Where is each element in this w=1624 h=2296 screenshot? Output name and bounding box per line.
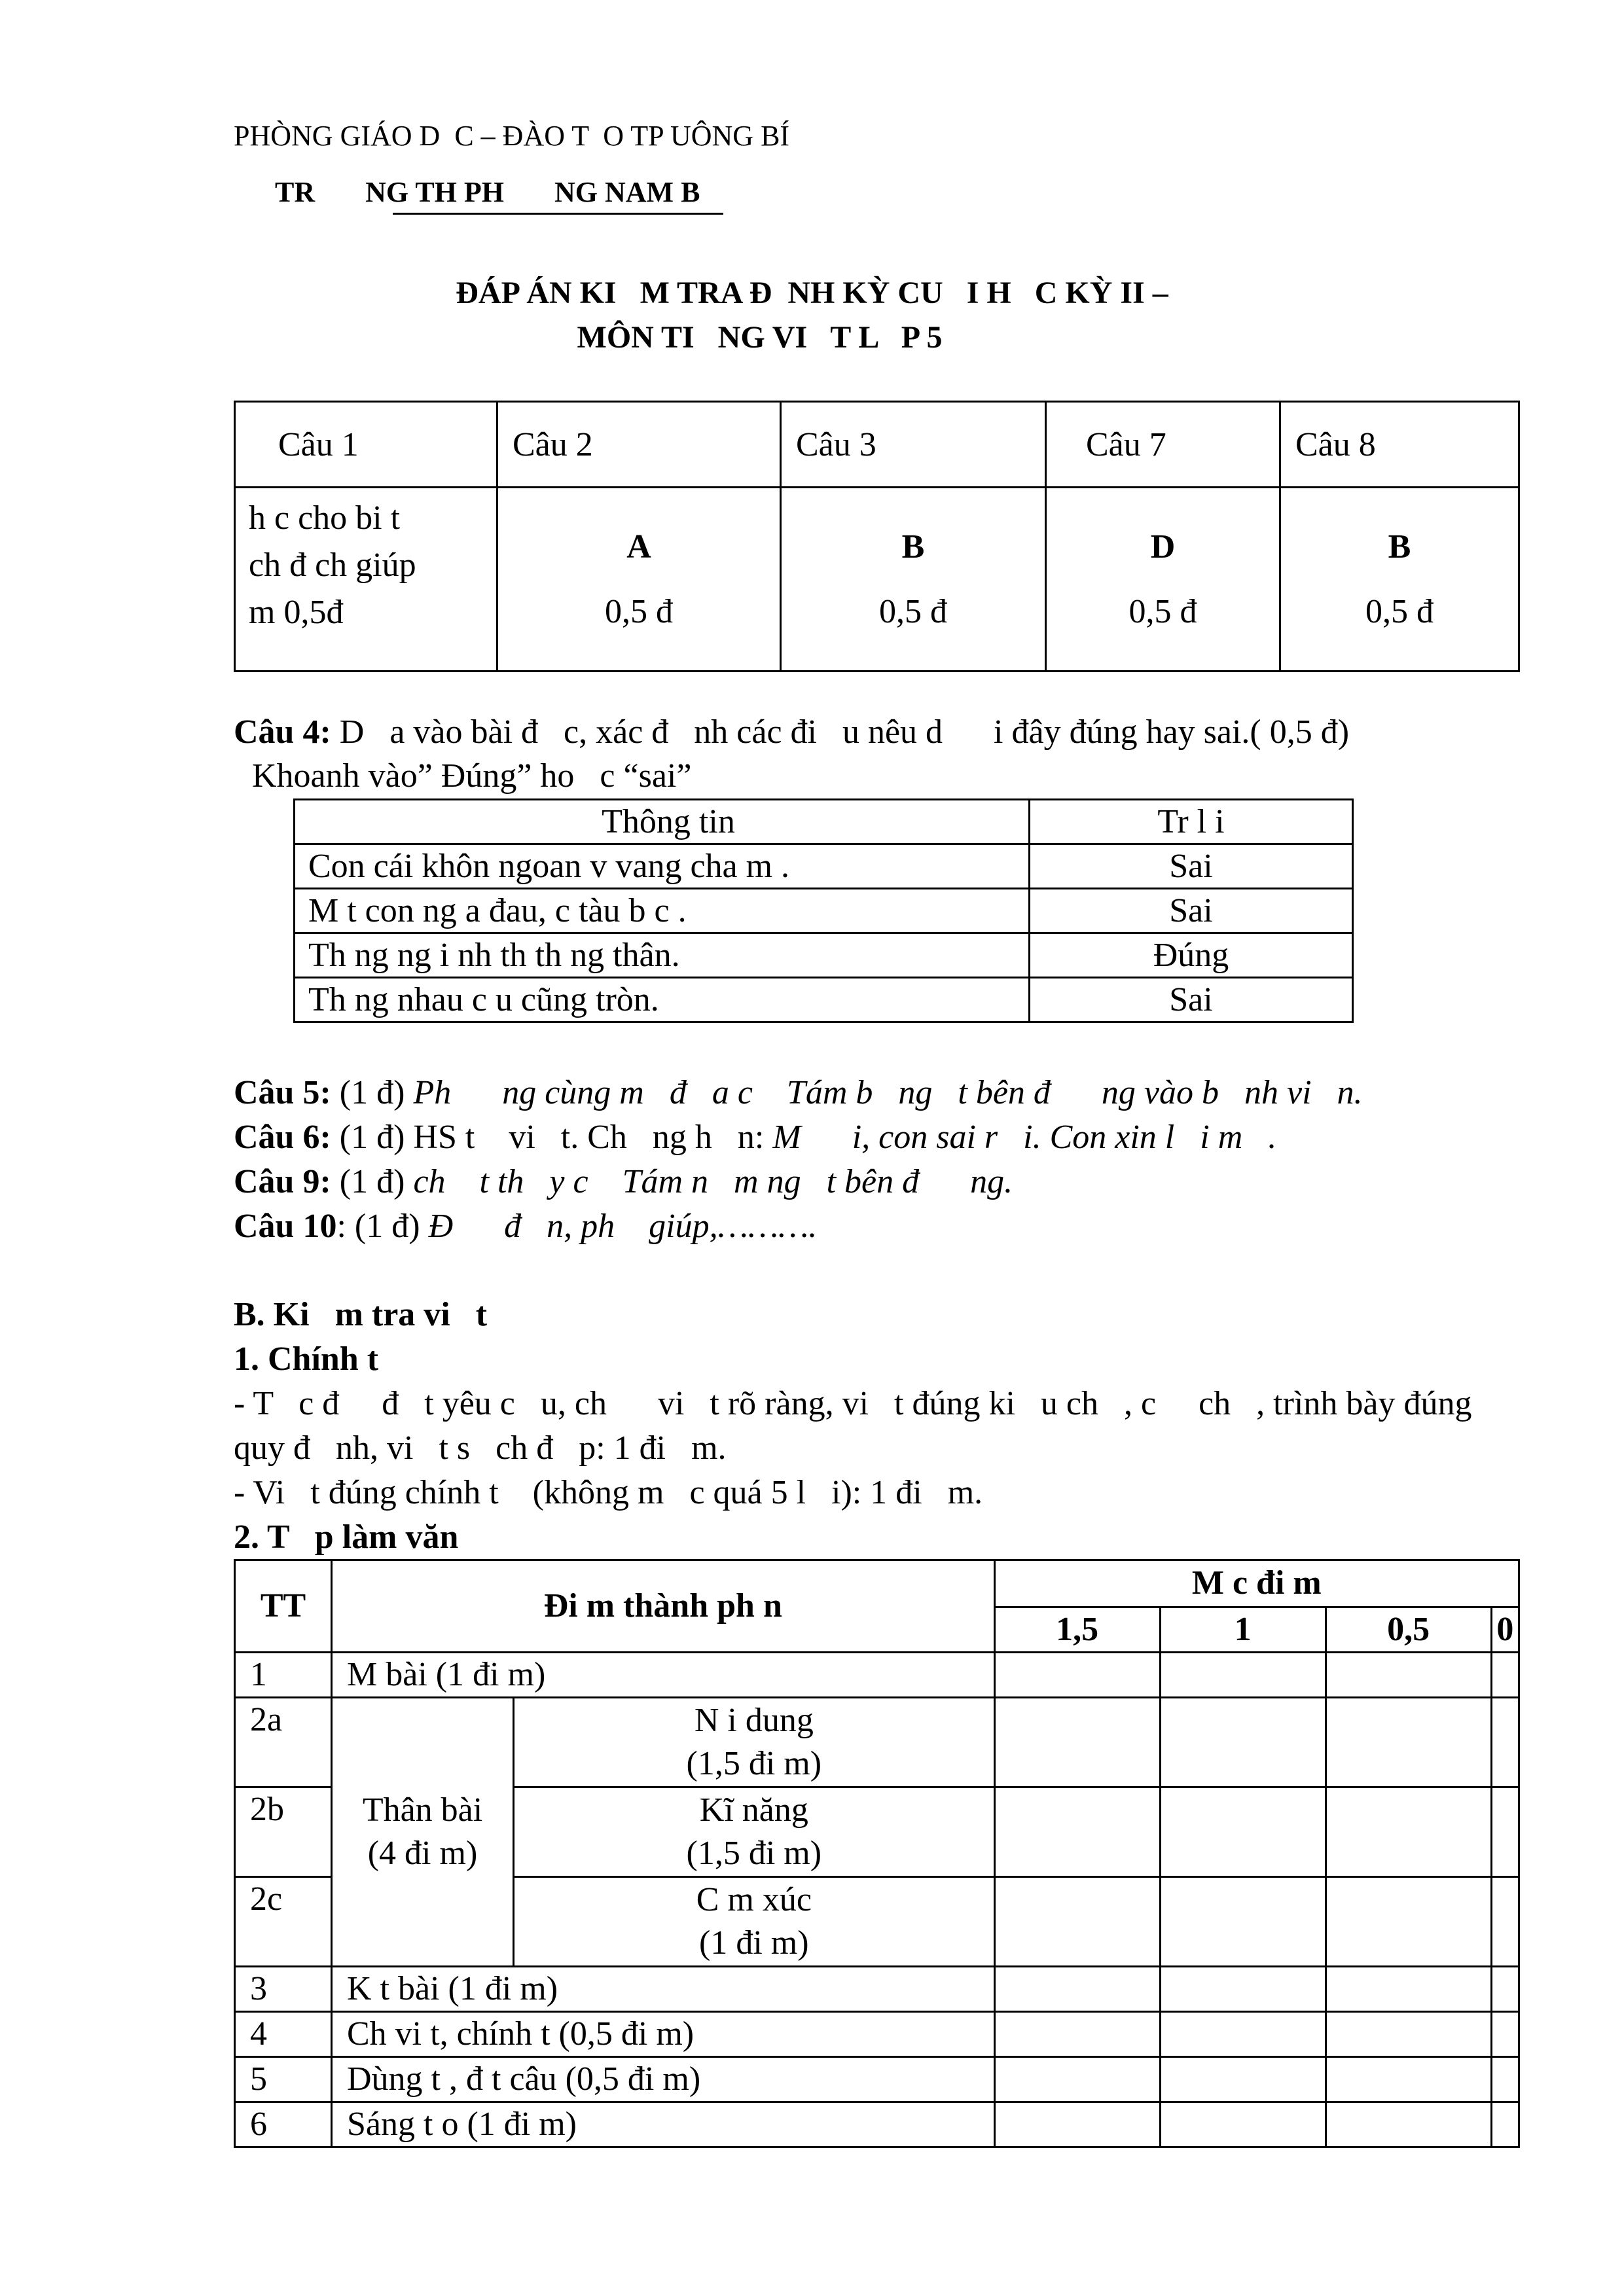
statement-cell: Th ng nhau c u cũng tròn. bbox=[295, 978, 1030, 1022]
score-cell bbox=[1326, 1967, 1491, 2012]
title-line-1: ĐÁP ÁN KI M TRA Đ NH KỲ CU I H C KỲ II – bbox=[456, 276, 1168, 310]
tt-cell: 3 bbox=[235, 1967, 332, 2012]
tt-cell: 2c bbox=[235, 1877, 332, 1967]
answer-letter: B bbox=[901, 528, 925, 565]
section-b-line: - T c đ đ t yêu c u, ch vi t rõ ràng, vi t đúng ki u ch , c ch , trình bày đúng bbox=[234, 1385, 1472, 1422]
score-cell bbox=[1491, 1653, 1519, 1698]
title-line-2: MÔN TI NG VI T L P 5 bbox=[577, 320, 943, 355]
level-cell: 1 bbox=[1160, 1607, 1326, 1653]
level-cell: 1,5 bbox=[994, 1607, 1160, 1653]
score-cell bbox=[994, 1698, 1160, 1787]
question-5 bbox=[234, 1071, 1363, 1115]
question-label: Câu 4: bbox=[234, 713, 331, 751]
verdict-cell: Sai bbox=[1030, 844, 1353, 889]
tt-cell: 4 bbox=[235, 2012, 332, 2057]
score-cell bbox=[1160, 2102, 1326, 2147]
score-cell bbox=[1491, 2012, 1519, 2057]
answer-prefix: (1 đ) HS t vi t. Ch ng h n: bbox=[331, 1119, 773, 1156]
answer-cell bbox=[1046, 488, 1280, 672]
table-row bbox=[235, 1967, 1519, 2012]
score-cell bbox=[1491, 2102, 1519, 2147]
score-cell bbox=[1160, 1653, 1326, 1698]
score-cell bbox=[1326, 1787, 1491, 1877]
statement-cell: M t con ng a đau, c tàu b c . bbox=[295, 889, 1030, 933]
header-tt: TT bbox=[235, 1560, 332, 1653]
sub-part-cell bbox=[514, 1787, 995, 1877]
answer-cell-1 bbox=[235, 488, 497, 672]
school-name: TR NG TH PH NG NAM B bbox=[275, 176, 700, 208]
answer-letter: B bbox=[1388, 528, 1411, 565]
part-cell: M bài (1 đi m) bbox=[332, 1653, 995, 1698]
table-row bbox=[235, 2102, 1519, 2147]
sub-part-name: C m xúc bbox=[696, 1881, 812, 1918]
answer-prefix: (1 đ) bbox=[331, 1074, 414, 1111]
answer-cell bbox=[497, 488, 781, 672]
part-cell: Ch vi t, chính t (0,5 đi m) bbox=[332, 2012, 995, 2057]
table-row bbox=[295, 889, 1353, 933]
tt-cell: 2b bbox=[235, 1787, 332, 1877]
answer-cell bbox=[781, 488, 1046, 672]
part-cell: Sáng t o (1 đi m) bbox=[332, 2102, 995, 2147]
table-row bbox=[235, 1653, 1519, 1698]
sub-part-score: (1,5 đi m) bbox=[686, 1745, 822, 1782]
section-b-sub-1: 1. Chính t bbox=[234, 1340, 379, 1378]
section-b-sub-2: 2. T p làm văn bbox=[234, 1518, 459, 1556]
header-cell: Câu 3 bbox=[781, 402, 1046, 488]
answer-score: 0,5 đ bbox=[879, 593, 947, 630]
score-cell bbox=[994, 2057, 1160, 2102]
answer-prefix: : (1 đ) bbox=[336, 1208, 429, 1245]
sub-part-cell bbox=[514, 1698, 995, 1787]
sub-part-cell bbox=[514, 1877, 995, 1967]
tt-cell: 6 bbox=[235, 2102, 332, 2147]
answer-cell bbox=[1280, 488, 1519, 672]
table-header-row bbox=[235, 1560, 1519, 1607]
score-cell bbox=[1160, 1877, 1326, 1967]
question-text: D a vào bài đ c, xác đ nh các đi u nêu d i đây đúng hay sai.( 0,5 đ) bbox=[331, 713, 1350, 751]
score-cell bbox=[1160, 2057, 1326, 2102]
cell-line: h c cho bi t bbox=[249, 499, 401, 537]
table-row bbox=[235, 2057, 1519, 2102]
answer-letter: D bbox=[1150, 528, 1176, 565]
score-cell bbox=[994, 1967, 1160, 2012]
answer-score: 0,5 đ bbox=[1128, 593, 1197, 630]
header-cell: Câu 8 bbox=[1280, 402, 1519, 488]
table-row bbox=[235, 2012, 1519, 2057]
table-row bbox=[235, 1698, 1519, 1787]
tt-cell: 2a bbox=[235, 1698, 332, 1787]
score-cell bbox=[994, 1787, 1160, 1877]
question-label: Câu 10 bbox=[234, 1208, 337, 1245]
body-label: Thân bài bbox=[362, 1791, 483, 1829]
section-b-line: - Vi t đúng chính t (không m c quá 5 l i): 1 đi m. bbox=[234, 1474, 983, 1511]
question-label: Câu 5: bbox=[234, 1074, 331, 1111]
score-cell bbox=[1160, 1698, 1326, 1787]
score-cell bbox=[994, 1653, 1160, 1698]
statement-cell: Con cái khôn ngoan v vang cha m . bbox=[295, 844, 1030, 889]
table-header-row bbox=[235, 402, 1519, 488]
answer-letter: A bbox=[626, 528, 651, 565]
tt-cell: 5 bbox=[235, 2057, 332, 2102]
question-4-instruction: Khoanh vào” Đúng” ho c “sai” bbox=[252, 757, 692, 795]
answer-text: Ph ng cùng m đ a c Tám b ng t bên đ ng vào b nh vi n. bbox=[413, 1074, 1363, 1111]
verdict-cell: Đúng bbox=[1030, 933, 1353, 978]
score-cell bbox=[994, 1877, 1160, 1967]
department-name: PHÒNG GIÁO D C – ĐÀO T O TP UÔNG BÍ bbox=[234, 120, 790, 152]
scoring-table bbox=[234, 1559, 1520, 2148]
score-cell bbox=[1491, 1787, 1519, 1877]
body-label-score: (4 đi m) bbox=[367, 1835, 478, 1872]
answer-prefix: (1 đ) bbox=[331, 1163, 414, 1200]
score-cell bbox=[1160, 2012, 1326, 2057]
question-label: Câu 9: bbox=[234, 1163, 331, 1200]
score-cell bbox=[994, 2102, 1160, 2147]
score-cell bbox=[1491, 1698, 1519, 1787]
header-part: Đi m thành ph n bbox=[332, 1560, 995, 1653]
question-6 bbox=[234, 1115, 1276, 1160]
body-label-cell bbox=[332, 1698, 514, 1967]
answer-text: ch t th y c Tám n m ng t bên đ ng. bbox=[413, 1163, 1013, 1200]
true-false-table bbox=[293, 798, 1354, 1023]
table-row bbox=[295, 978, 1353, 1022]
header-cell: Câu 2 bbox=[497, 402, 781, 488]
score-cell bbox=[1491, 1877, 1519, 1967]
level-cell: 0,5 bbox=[1326, 1607, 1491, 1653]
header-cell: Tr l i bbox=[1030, 800, 1353, 844]
score-cell bbox=[1491, 1967, 1519, 2012]
section-b-line: quy đ nh, vi t s ch đ p: 1 đi m. bbox=[234, 1429, 727, 1467]
question-10 bbox=[234, 1204, 817, 1249]
part-cell: K t bài (1 đi m) bbox=[332, 1967, 995, 2012]
question-label: Câu 6: bbox=[234, 1119, 331, 1156]
sub-part-score: (1 đi m) bbox=[699, 1924, 809, 1962]
header-cell: Thông tin bbox=[295, 800, 1030, 844]
question-4 bbox=[234, 710, 1349, 755]
sub-part-name: N i dung bbox=[694, 1702, 814, 1739]
answer-score: 0,5 đ bbox=[605, 593, 673, 630]
answer-text: M i, con sai r i. Con xin l i m . bbox=[772, 1119, 1277, 1156]
sub-part-score: (1,5 đi m) bbox=[686, 1835, 822, 1872]
tt-cell: 1 bbox=[235, 1653, 332, 1698]
table-row bbox=[235, 488, 1519, 672]
question-9 bbox=[234, 1160, 1013, 1204]
answer-score: 0,5 đ bbox=[1365, 593, 1434, 630]
score-cell bbox=[1326, 2012, 1491, 2057]
table-row bbox=[295, 933, 1353, 978]
school-underline bbox=[393, 213, 723, 215]
table-header-row bbox=[295, 800, 1353, 844]
score-cell bbox=[994, 2012, 1160, 2057]
score-cell bbox=[1326, 1698, 1491, 1787]
score-cell bbox=[1160, 1967, 1326, 2012]
level-cell: 0 bbox=[1491, 1607, 1519, 1653]
score-cell bbox=[1326, 1653, 1491, 1698]
answer-table-1 bbox=[234, 401, 1520, 672]
score-cell bbox=[1326, 2102, 1491, 2147]
verdict-cell: Sai bbox=[1030, 889, 1353, 933]
header-level: M c đi m bbox=[994, 1560, 1519, 1607]
statement-cell: Th ng ng i nh th th ng thân. bbox=[295, 933, 1030, 978]
answer-text: Đ đ n, ph giúp,………. bbox=[428, 1208, 818, 1245]
header-cell: Câu 1 bbox=[235, 402, 497, 488]
score-cell bbox=[1326, 2057, 1491, 2102]
cell-line: ch đ ch giúp bbox=[249, 547, 416, 584]
part-cell: Dùng t , đ t câu (0,5 đi m) bbox=[332, 2057, 995, 2102]
table-row bbox=[295, 844, 1353, 889]
cell-line: m 0,5đ bbox=[249, 594, 344, 631]
header-cell: Câu 7 bbox=[1046, 402, 1280, 488]
verdict-cell: Sai bbox=[1030, 978, 1353, 1022]
score-cell bbox=[1160, 1787, 1326, 1877]
sub-part-name: Kĩ năng bbox=[699, 1791, 808, 1829]
section-b-title: B. Ki m tra vi t bbox=[234, 1296, 488, 1333]
score-cell bbox=[1491, 2057, 1519, 2102]
score-cell bbox=[1326, 1877, 1491, 1967]
